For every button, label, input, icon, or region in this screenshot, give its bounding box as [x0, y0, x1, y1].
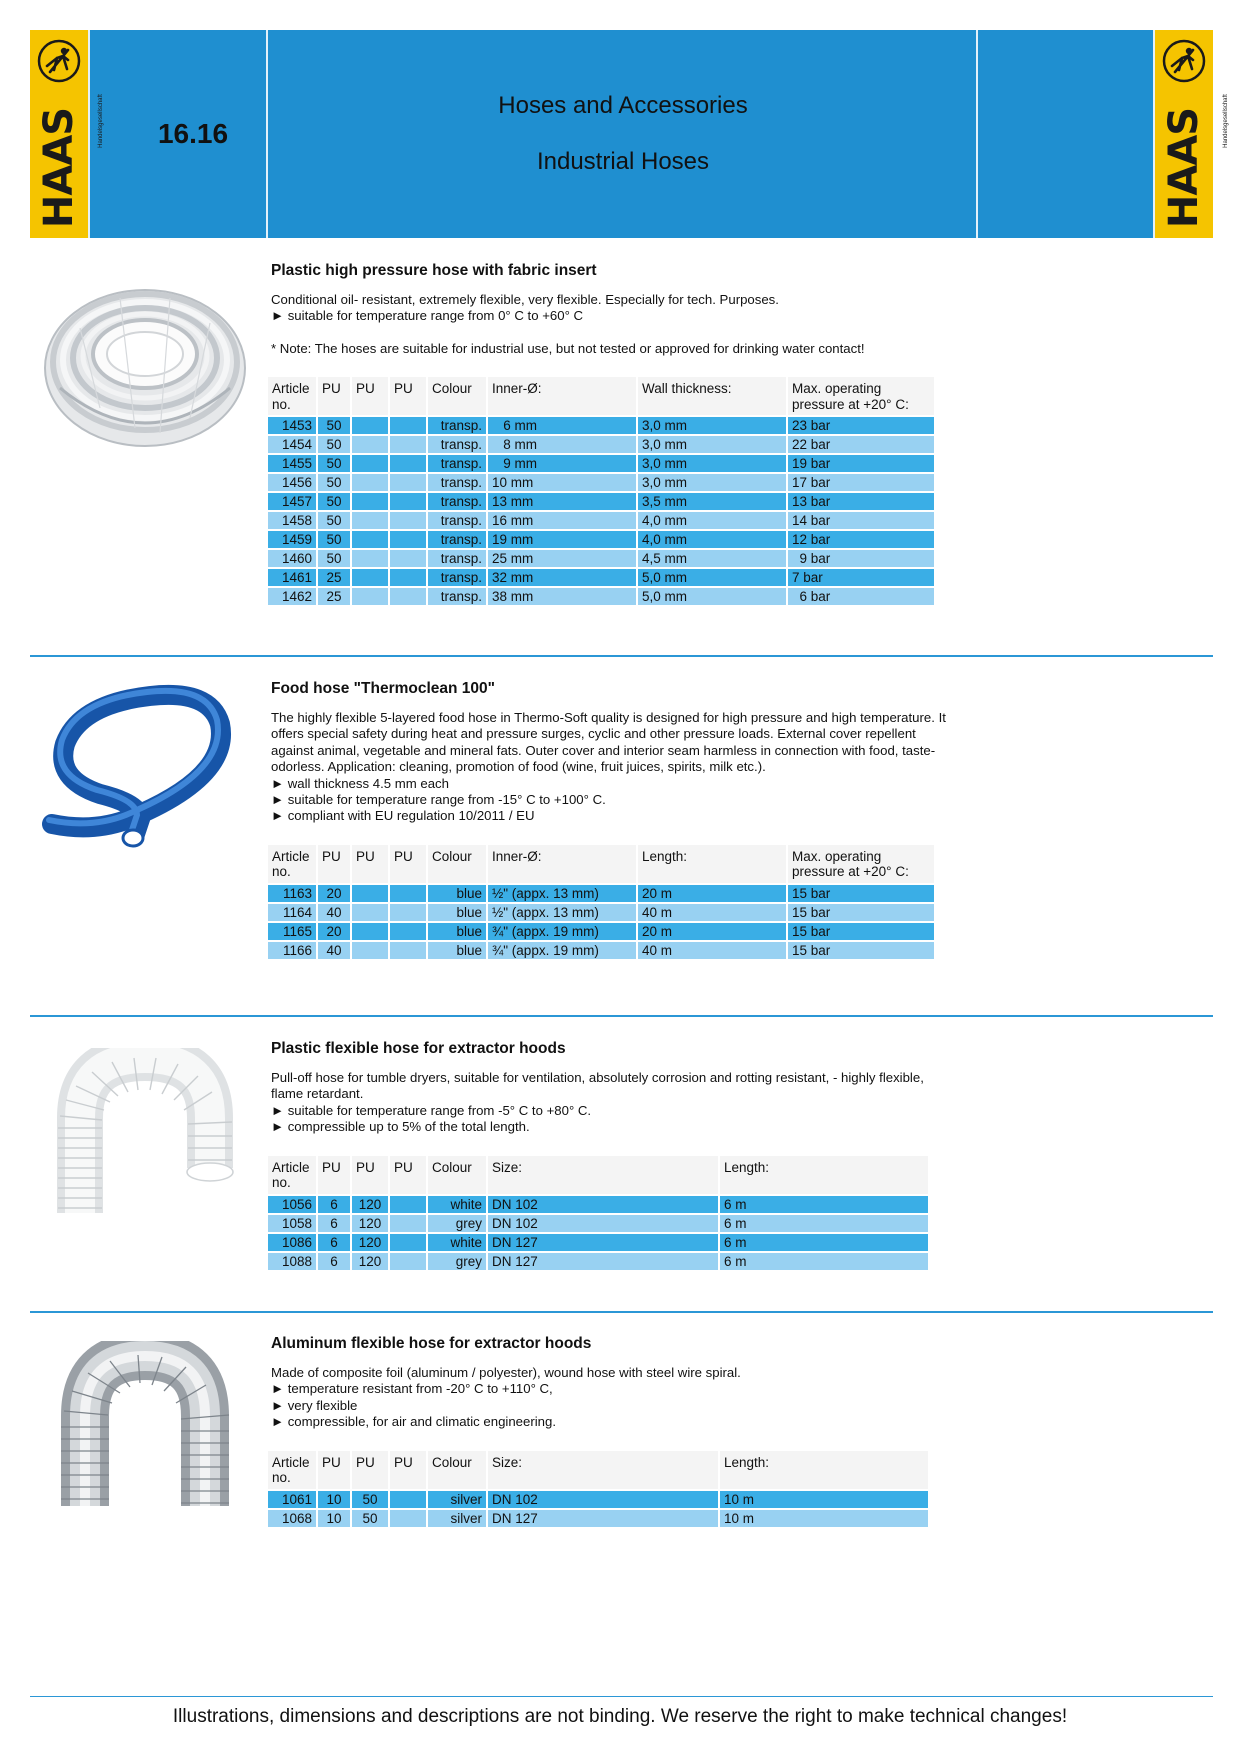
section-divider: [30, 655, 1213, 657]
table-cell: blue: [428, 885, 486, 902]
table-row: [268, 1234, 928, 1251]
product-table: [266, 1154, 930, 1272]
table-cell: [390, 1234, 426, 1251]
table-row: [268, 455, 934, 472]
table-cell: [390, 493, 426, 510]
table-cell: [352, 588, 388, 605]
table-header-row: Article no. PU PU PU Colour Size: Length:: [268, 1156, 928, 1194]
table-cell: 6 m: [720, 1196, 928, 1213]
table-cell: 50: [318, 417, 350, 434]
table-cell: DN 102: [488, 1215, 718, 1232]
table-cell: blue: [428, 904, 486, 921]
table-cell: 12 bar: [788, 531, 934, 548]
logo-subtext: Handelsgesellschaft: [1222, 94, 1229, 148]
table-cell: 1086: [268, 1234, 316, 1251]
footer-divider: [30, 1696, 1213, 1697]
table-cell: 1460: [268, 550, 316, 567]
table-cell: blue: [428, 942, 486, 959]
table-cell: 1462: [268, 588, 316, 605]
table-cell: 25: [318, 588, 350, 605]
table-header-row: Article no. PU PU PU Colour Size: Length:: [268, 1451, 928, 1489]
table-row: [268, 923, 934, 940]
table-cell: 50: [318, 436, 350, 453]
table-cell: 10 mm: [488, 474, 636, 491]
table-row: [268, 1215, 928, 1232]
section-description: Made of composite foil (aluminum / polyester), wound hose with steel wire spiral. ► temperature resistant from -20° C to +110° C, ► very flexible ► compressible, for air and climatic engineering.: [271, 1365, 741, 1430]
table-cell: 50: [352, 1491, 388, 1508]
table-cell: [390, 474, 426, 491]
page-header: [30, 30, 1229, 238]
table-cell: DN 102: [488, 1491, 718, 1508]
table-cell: 50: [318, 550, 350, 567]
table-row: [268, 436, 934, 453]
table-cell: 4,5 mm: [638, 550, 786, 567]
footer-disclaimer: Illustrations, dimensions and descriptions are not binding. We reserve the right to make technical changes!: [172, 1706, 1068, 1727]
table-cell: grey: [428, 1253, 486, 1270]
table-cell: 6: [318, 1234, 350, 1251]
white-extractor-hose: [40, 1048, 250, 1218]
table-cell: transp.: [428, 550, 486, 567]
table-cell: 14 bar: [788, 512, 934, 529]
table-cell: 6 m: [720, 1215, 928, 1232]
table-cell: [352, 569, 388, 586]
table-cell: 40 m: [638, 904, 786, 921]
table-cell: 6: [318, 1215, 350, 1232]
table-cell: 1164: [268, 904, 316, 921]
table-cell: 1457: [268, 493, 316, 510]
table-cell: 50: [352, 1510, 388, 1527]
table-cell: [390, 923, 426, 940]
table-cell: [352, 512, 388, 529]
table-cell: 38 mm: [488, 588, 636, 605]
table-row: [268, 588, 934, 605]
table-cell: transp.: [428, 417, 486, 434]
white-fabric-hose-coil: [40, 268, 250, 468]
table-cell: 3,0 mm: [638, 436, 786, 453]
table-cell: 15 bar: [788, 942, 934, 959]
table-cell: DN 102: [488, 1196, 718, 1213]
table-cell: 1163: [268, 885, 316, 902]
table-cell: transp.: [428, 474, 486, 491]
haas-logo: [30, 30, 104, 238]
table-cell: 1068: [268, 1510, 316, 1527]
table-cell: 9 bar: [788, 550, 934, 567]
table-cell: 40: [318, 942, 350, 959]
table-cell: DN 127: [488, 1510, 718, 1527]
product-table: [266, 1449, 930, 1529]
table-row: [268, 1491, 928, 1508]
table-cell: 20 m: [638, 923, 786, 940]
table-cell: [352, 942, 388, 959]
table-cell: [390, 1196, 426, 1213]
aluminum-extractor-hose: [40, 1341, 250, 1511]
table-cell: [390, 531, 426, 548]
table-cell: [390, 512, 426, 529]
table-row: [268, 474, 934, 491]
logo-figure-icon: [1162, 36, 1206, 86]
table-cell: [352, 417, 388, 434]
table-cell: 120: [352, 1253, 388, 1270]
header-titles: [270, 30, 976, 238]
table-cell: [390, 569, 426, 586]
table-cell: 50: [318, 474, 350, 491]
table-cell: [390, 588, 426, 605]
logo-figure-icon: [37, 36, 81, 86]
table-cell: 1453: [268, 417, 316, 434]
table-cell: 25: [318, 569, 350, 586]
section-description: Conditional oil- resistant, extremely flexible, very flexible. Especially for tech. Purposes. ► suitable for temperature range from 0° C to +60° C * Note: The hoses are suitable for industrial use, but not tested or approved for drinking water contact!: [271, 292, 948, 357]
table-cell: 20 m: [638, 885, 786, 902]
table-cell: 120: [352, 1215, 388, 1232]
page-number: 16.16: [157, 118, 229, 149]
logo-wordmark: HAAS: [1161, 107, 1207, 229]
table-cell: [390, 942, 426, 959]
note-text: * Note: The hoses are suitable for industrial use, but not tested or approved for drinking water contact!: [271, 340, 865, 356]
table-row: [268, 531, 934, 548]
table-cell: 9 mm: [488, 455, 636, 472]
table-cell: 3,0 mm: [638, 417, 786, 434]
table-cell: 1454: [268, 436, 316, 453]
table-cell: 50: [318, 512, 350, 529]
table-cell: silver: [428, 1491, 486, 1508]
table-cell: 3,0 mm: [638, 455, 786, 472]
table-header-row: Article no. PU PU PU Colour Inner-Ø: Length: Max. operating pressure at +20° C:: [268, 845, 934, 883]
table-cell: [352, 436, 388, 453]
table-cell: 10 m: [720, 1491, 928, 1508]
table-row: [268, 550, 934, 567]
haas-logo-right: [1155, 30, 1229, 238]
table-cell: 23 bar: [788, 417, 934, 434]
table-cell: transp.: [428, 531, 486, 548]
table-cell: 1459: [268, 531, 316, 548]
table-cell: transp.: [428, 588, 486, 605]
table-cell: 5,0 mm: [638, 588, 786, 605]
table-cell: white: [428, 1234, 486, 1251]
table-cell: 120: [352, 1234, 388, 1251]
table-cell: 6: [318, 1253, 350, 1270]
table-cell: [352, 531, 388, 548]
table-row: [268, 512, 934, 529]
table-cell: silver: [428, 1510, 486, 1527]
table-cell: 8 mm: [488, 436, 636, 453]
table-cell: ¾" (appx. 19 mm): [488, 923, 636, 940]
table-cell: 19 bar: [788, 455, 934, 472]
header-divider: [976, 30, 978, 238]
table-row: [268, 1196, 928, 1213]
table-cell: 1165: [268, 923, 316, 940]
table-row: [268, 1510, 928, 1527]
table-cell: 6 m: [720, 1234, 928, 1251]
table-cell: 5,0 mm: [638, 569, 786, 586]
table-cell: 15 bar: [788, 923, 934, 940]
table-cell: 10 m: [720, 1510, 928, 1527]
table-cell: grey: [428, 1215, 486, 1232]
table-cell: [390, 1215, 426, 1232]
page-subtitle: Industrial Hoses: [536, 148, 710, 175]
table-cell: [390, 1491, 426, 1508]
table-row: [268, 942, 934, 959]
table-cell: 50: [318, 493, 350, 510]
table-cell: [390, 1510, 426, 1527]
table-cell: blue: [428, 923, 486, 940]
table-cell: 17 bar: [788, 474, 934, 491]
table-cell: 1166: [268, 942, 316, 959]
table-cell: DN 127: [488, 1234, 718, 1251]
table-cell: 19 mm: [488, 531, 636, 548]
table-cell: 1458: [268, 512, 316, 529]
table-row: [268, 493, 934, 510]
section-title: Food hose "Thermoclean 100": [271, 680, 496, 697]
table-cell: [390, 885, 426, 902]
table-cell: [352, 550, 388, 567]
logo-wordmark: HAAS: [36, 107, 82, 229]
table-cell: 15 bar: [788, 904, 934, 921]
table-cell: 1461: [268, 569, 316, 586]
table-cell: 3,5 mm: [638, 493, 786, 510]
table-cell: DN 127: [488, 1253, 718, 1270]
logo-subtext: Handelsgesellschaft: [97, 94, 104, 148]
table-row: [268, 1253, 928, 1270]
table-cell: ½" (appx. 13 mm): [488, 885, 636, 902]
section-description: Pull-off hose for tumble dryers, suitable for ventilation, absolutely corrosion and rotting resistant, - highly flexible, flame retardant. ► suitable for temperature range from -5° C to +80° C. ► compressible up to 5% of the total length.: [271, 1070, 924, 1135]
section-divider: [30, 1311, 1213, 1313]
table-cell: transp.: [428, 512, 486, 529]
table-cell: [390, 417, 426, 434]
table-cell: 40: [318, 904, 350, 921]
table-cell: 13 bar: [788, 493, 934, 510]
table-cell: transp.: [428, 493, 486, 510]
table-cell: transp.: [428, 455, 486, 472]
table-cell: 1455: [268, 455, 316, 472]
table-cell: 1056: [268, 1196, 316, 1213]
table-cell: 10: [318, 1510, 350, 1527]
table-cell: white: [428, 1196, 486, 1213]
table-header-row: Article no. PU PU PU Colour Inner-Ø: Wall thickness: Max. operating pressure at +20° C:: [268, 377, 934, 415]
table-row: [268, 417, 934, 434]
section-title: Plastic flexible hose for extractor hoods: [271, 1040, 566, 1057]
table-cell: 25 mm: [488, 550, 636, 567]
table-cell: 40 m: [638, 942, 786, 959]
table-cell: [390, 550, 426, 567]
table-cell: 22 bar: [788, 436, 934, 453]
product-table: [266, 375, 936, 607]
table-cell: [390, 1253, 426, 1270]
table-cell: 13 mm: [488, 493, 636, 510]
table-cell: 32 mm: [488, 569, 636, 586]
table-cell: 1061: [268, 1491, 316, 1508]
table-cell: ¾" (appx. 19 mm): [488, 942, 636, 959]
table-cell: [352, 474, 388, 491]
table-cell: 15 bar: [788, 885, 934, 902]
table-cell: ½" (appx. 13 mm): [488, 904, 636, 921]
table-cell: 1058: [268, 1215, 316, 1232]
table-cell: transp.: [428, 569, 486, 586]
table-cell: 1456: [268, 474, 316, 491]
table-row: [268, 904, 934, 921]
table-cell: 1088: [268, 1253, 316, 1270]
section-description: The highly flexible 5-layered food hose in Thermo-Soft quality is designed for high pressure and high temperature. It offers special safety during heat and pressure surges, cyclic and other pressure loads. External cover repellent against animal, vegetable and mineral fats. Outer cover and interior seam harmless in connection with food, taste- odorless. Application: cleaning, promotion of food (wine, fruit juices, spirits, milk etc.). ► wall thickness 4.5 mm each ► suitable for temperature range from -15° C to +100° C. ► compliant with EU regulation 10/2011 / EU: [271, 710, 946, 824]
table-cell: transp.: [428, 436, 486, 453]
table-cell: [352, 923, 388, 940]
table-cell: 6 mm: [488, 417, 636, 434]
table-row: [268, 885, 934, 902]
page-title: Hoses and Accessories: [498, 92, 748, 119]
section-divider: [30, 1015, 1213, 1017]
table-cell: 50: [318, 531, 350, 548]
header-divider: [266, 30, 268, 238]
blue-food-hose: [40, 684, 250, 854]
product-table: [266, 843, 936, 961]
table-cell: 20: [318, 885, 350, 902]
table-cell: 4,0 mm: [638, 531, 786, 548]
section-title: Aluminum flexible hose for extractor hoods: [271, 1335, 592, 1352]
table-row: [268, 569, 934, 586]
table-cell: 7 bar: [788, 569, 934, 586]
table-cell: 20: [318, 923, 350, 940]
table-cell: 6: [318, 1196, 350, 1213]
table-cell: [352, 493, 388, 510]
table-cell: [390, 455, 426, 472]
table-cell: 6 m: [720, 1253, 928, 1270]
table-cell: [390, 904, 426, 921]
table-cell: [352, 904, 388, 921]
table-cell: [352, 455, 388, 472]
table-cell: 16 mm: [488, 512, 636, 529]
table-cell: 4,0 mm: [638, 512, 786, 529]
section-title: Plastic high pressure hose with fabric insert: [271, 262, 597, 279]
table-cell: 10: [318, 1491, 350, 1508]
table-cell: [352, 885, 388, 902]
table-cell: 3,0 mm: [638, 474, 786, 491]
table-cell: [390, 436, 426, 453]
table-cell: 6 bar: [788, 588, 934, 605]
table-cell: 120: [352, 1196, 388, 1213]
table-cell: 50: [318, 455, 350, 472]
